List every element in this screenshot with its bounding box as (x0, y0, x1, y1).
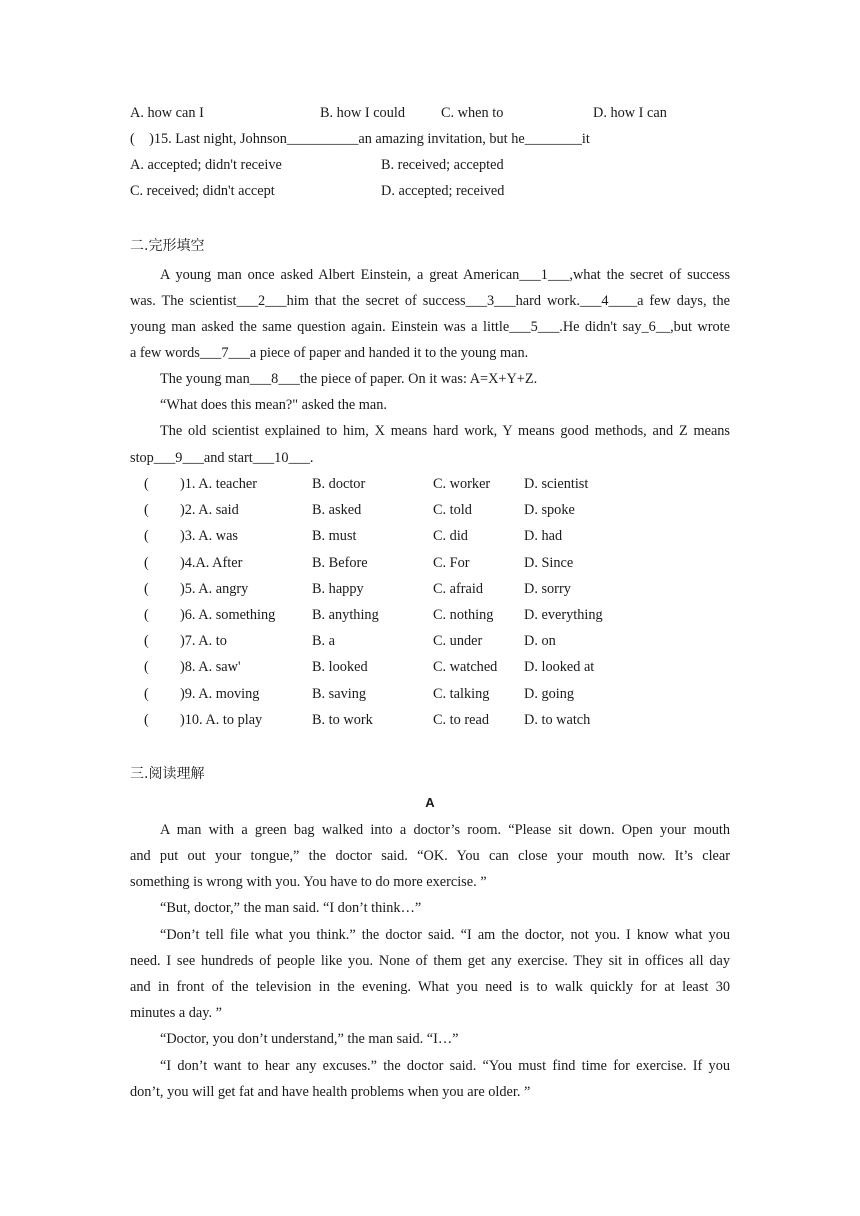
section-3-heading: 三.阅读理解 (130, 766, 205, 782)
option-b: B. to work (312, 711, 373, 728)
blank-8: ___8___ (249, 371, 300, 387)
option-d: D. how I can (593, 105, 667, 121)
option-c: C. under (433, 633, 483, 650)
reading-line-9: “Doctor, you don’t understand,” the man said. “I…” (160, 1031, 459, 1047)
text: . (309, 450, 314, 466)
reading-line-7: and in front of the television in the evening. What you need is to walk quickly for at least 30 (130, 979, 730, 995)
option-d: D. spoke (524, 502, 575, 519)
question-stem: )9. A. moving (180, 685, 260, 702)
cloze-question-row (130, 553, 730, 573)
passage-title: A (425, 795, 435, 810)
option-b: B. anything (312, 607, 379, 623)
blank: ________ (524, 131, 582, 147)
blank-9: ___9___ (153, 450, 204, 466)
cloze-question-row (130, 684, 730, 704)
option-c: C. told (433, 502, 472, 519)
option-c: C. to read (433, 711, 489, 728)
option-b: B. how I could (320, 105, 405, 121)
option-c: C. talking (433, 685, 490, 702)
option-b: B. happy (312, 580, 364, 597)
option-b: B. received; accepted (381, 157, 504, 173)
text: a few days, the (637, 293, 730, 309)
answer-paren: ( (144, 659, 149, 676)
text: ,what the secret of success (569, 267, 731, 283)
blank-3: ___3___ (465, 293, 516, 309)
cloze-line-4 (130, 343, 730, 363)
answer-paren: ( (144, 502, 149, 519)
answer-paren: ( (144, 607, 149, 623)
answer-paren: ( (144, 580, 149, 597)
option-d: D. accepted; received (381, 183, 505, 199)
text: The young man (160, 371, 250, 387)
answer-paren: ( (130, 131, 135, 147)
text: was. The scientist (130, 293, 237, 309)
text: a few words (130, 345, 200, 361)
cloze-question-row (130, 474, 730, 494)
answer-paren: ( (144, 711, 149, 728)
text: and start (203, 450, 253, 466)
option-d: D. scientist (524, 476, 589, 492)
answer-paren: ( (144, 685, 149, 702)
question-stem: )3. A. was (180, 528, 238, 545)
answer-paren: ( (144, 554, 149, 571)
cloze-question-row (130, 500, 730, 520)
section-2-heading: 二.完形填空 (130, 238, 205, 254)
option-c: C. afraid (433, 580, 484, 597)
cloze-line-2 (130, 291, 730, 311)
option-b: B. asked (312, 502, 362, 519)
option-d: D. everything (524, 607, 603, 623)
text: him that the secret of success (286, 293, 466, 309)
text: young man asked the same question again. Einstein was a little (130, 319, 510, 335)
question-stem: )10. A. to play (180, 711, 263, 728)
cloze-question-row (130, 579, 730, 599)
option-a: A. accepted; didn't receive (130, 157, 282, 173)
cloze-line-3 (130, 317, 730, 337)
answer-paren: ( (144, 476, 149, 492)
cloze-question-row (130, 605, 730, 625)
option-c: C. For (433, 554, 470, 571)
blank-6: _6__ (641, 319, 671, 335)
question-stem: )1. A. teacher (180, 476, 258, 492)
option-b: B. looked (312, 659, 368, 676)
question-15-stem (130, 129, 590, 149)
cloze-question-row (130, 631, 730, 651)
option-d: D. on (524, 633, 556, 650)
question-stem: )2. A. said (180, 502, 239, 519)
cloze-question-row (130, 710, 730, 730)
blank-2: ___2___ (236, 293, 287, 309)
option-d: D. sorry (524, 580, 571, 597)
question-15-options-row-2 (130, 181, 730, 201)
text: stop (130, 450, 154, 466)
option-d: D. to watch (524, 711, 591, 728)
option-b: B. Before (312, 554, 368, 571)
option-c: C. watched (433, 659, 498, 676)
option-b: B. a (312, 633, 336, 650)
question-stem: )5. A. angry (180, 580, 249, 597)
reading-line-6: need. I see hundreds of people like you. None of them get any exercise. They sit in offices all day (130, 953, 730, 969)
reading-line-8: minutes a day. ” (130, 1005, 222, 1021)
text: A young man once asked Albert Einstein, a great American (160, 267, 520, 283)
cloze-question-row (130, 657, 730, 677)
cloze-line-1 (130, 265, 730, 285)
question-15-text-c: it (581, 131, 590, 147)
question-stem: )8. A. saw' (180, 659, 241, 676)
question-14-options (130, 103, 730, 123)
blank-1: ___1___ (519, 267, 570, 283)
question-15-text-a: )15. Last night, Johnson (134, 131, 287, 147)
option-a: A. how can I (130, 105, 204, 121)
cloze-line-5 (130, 369, 730, 389)
text: .He didn't say (559, 319, 642, 335)
option-b: B. saving (312, 685, 367, 702)
option-c: C. nothing (433, 607, 494, 623)
option-d: D. had (524, 528, 563, 545)
cloze-line-8 (130, 448, 730, 468)
question-stem: )4.A. After (180, 554, 243, 571)
blank-5: ___5___ (509, 319, 560, 335)
option-c: C. worker (433, 476, 491, 492)
reading-line-3: something is wrong with you. You have to do more exercise. ” (130, 874, 487, 890)
cloze-question-row (130, 526, 730, 546)
option-b: B. must (312, 528, 357, 545)
option-d: D. going (524, 685, 575, 702)
question-stem: )7. A. to (180, 633, 227, 650)
reading-line-1: A man with a green bag walked into a doctor’s room. “Please sit down. Open your mouth (160, 822, 730, 838)
option-c: C. did (433, 528, 468, 545)
text: hard work. (515, 293, 580, 309)
blank-10: ___10___ (252, 450, 310, 466)
answer-paren: ( (144, 633, 149, 650)
option-d: D. looked at (524, 659, 595, 676)
text: a piece of paper and handed it to the young man. (249, 345, 529, 361)
answer-paren: ( (144, 528, 149, 545)
option-d: D. Since (524, 554, 574, 571)
question-15-options-row-1 (130, 155, 730, 175)
option-b: B. doctor (312, 476, 366, 492)
blank: __________ (286, 131, 359, 147)
reading-line-10: “I don’t want to hear any excuses.” the doctor said. “You must find time for exercise. If you (160, 1058, 730, 1074)
text: ,but wrote (670, 319, 730, 335)
cloze-line-7: The old scientist explained to him, X means hard work, Y means good methods, and Z means (160, 423, 730, 439)
question-stem: )6. A. something (180, 607, 276, 623)
cloze-line-6: “What does this mean?" asked the man. (160, 397, 387, 413)
blank-4: ___4____ (579, 293, 638, 309)
option-c: C. received; didn't accept (130, 183, 275, 199)
option-c: C. when to (441, 105, 504, 121)
reading-line-5: “Don’t tell file what you think.” the doctor said. “I am the doctor, not you. I know what you (160, 927, 730, 943)
reading-line-4: “But, doctor,” the man said. “I don’t think…” (160, 900, 422, 916)
blank-7: ___7___ (199, 345, 250, 361)
reading-line-11: don’t, you will get fat and have health problems when you are older. ” (130, 1084, 531, 1100)
question-15-text-b: an amazing invitation, but he (358, 131, 525, 147)
reading-line-2: and put out your tongue,” the doctor said. “OK. You can close your mouth now. It’s clear (130, 848, 730, 864)
text: the piece of paper. On it was: A=X+Y+Z. (299, 371, 538, 387)
